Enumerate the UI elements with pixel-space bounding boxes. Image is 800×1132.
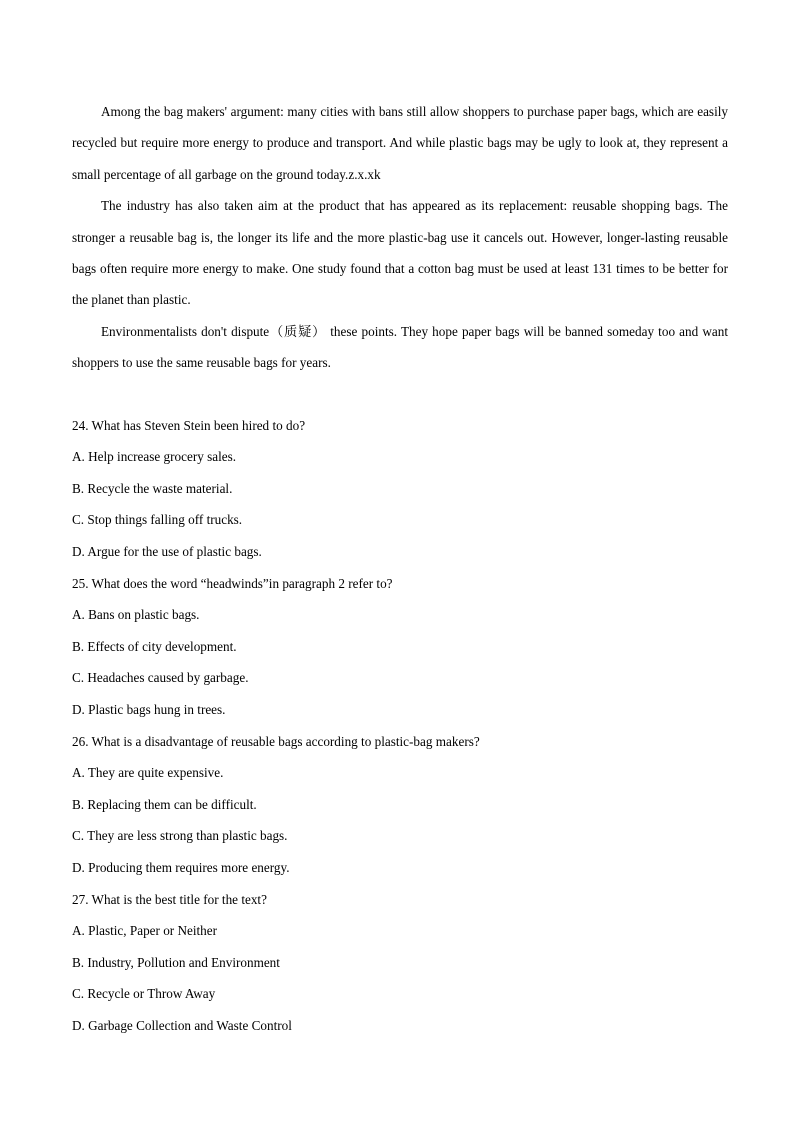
answer-option: D. Garbage Collection and Waste Control — [72, 1017, 292, 1033]
reading-passage — [72, 96, 728, 379]
answer-option: B. Effects of city development. — [72, 638, 237, 654]
answer-option: A. Bans on plastic bags. — [72, 607, 200, 623]
answer-option: B. Recycle the waste material. — [72, 480, 233, 496]
answer-option: A. Plastic, Paper or Neither — [72, 923, 218, 939]
question-stem: 24. What has Steven Stein been hired to do? — [72, 417, 306, 433]
answer-option: B. Industry, Pollution and Environment — [72, 954, 280, 970]
question-24 — [72, 410, 728, 568]
answer-option: C. They are less strong than plastic bags. — [72, 828, 288, 844]
answer-option: C. Headaches caused by garbage. — [72, 670, 249, 686]
document-page — [72, 96, 728, 1042]
question-stem: 27. What is the best title for the text? — [72, 891, 267, 907]
answer-option: C. Recycle or Throw Away — [72, 986, 216, 1002]
passage-paragraph: Environmentalists don't dispute（质疑） these points. They hope paper bags will be banned someday too and want shoppers to use the same reusable bags for years. — [72, 323, 728, 371]
answer-option: A. Help increase grocery sales. — [72, 449, 237, 465]
question-26 — [72, 726, 728, 884]
answer-option: D. Plastic bags hung in trees. — [72, 702, 226, 717]
question-list — [72, 410, 728, 1042]
spacer — [72, 379, 728, 410]
answer-option: D. Argue for the use of plastic bags. — [72, 544, 262, 560]
answer-option: C. Stop things falling off trucks. — [72, 512, 243, 528]
passage-paragraph: Among the bag makers' argument: many cities with bans still allow shoppers to purchase paper bags, which are easily recycled but require more energy to produce and transport. And while plastic bags may be ugly to look at, they represent a small percentage of all garbage on the ground today.z.x.xk — [72, 104, 728, 182]
answer-option: A. They are quite expensive. — [72, 765, 224, 781]
answer-option: B. Replacing them can be difficult. — [72, 796, 257, 812]
answer-option: D. Producing them requires more energy. — [72, 859, 290, 875]
passage-paragraph: The industry has also taken aim at the product that has appeared as its replacement: reusable shopping bags. The stronger a reusable bag is, the longer its life and the more plastic-bag use it cancels out. However, longer-lasting reusable bags often require more energy to make. One study found that a cotton bag must be used at least 131 times to be better for the planet than plastic. — [72, 198, 728, 308]
question-25 — [72, 568, 728, 726]
question-stem: 26. What is a disadvantage of reusable bags according to plastic-bag makers? — [72, 733, 480, 749]
question-27 — [72, 884, 728, 1042]
question-stem: 25. What does the word “headwinds”in paragraph 2 refer to? — [72, 575, 393, 591]
